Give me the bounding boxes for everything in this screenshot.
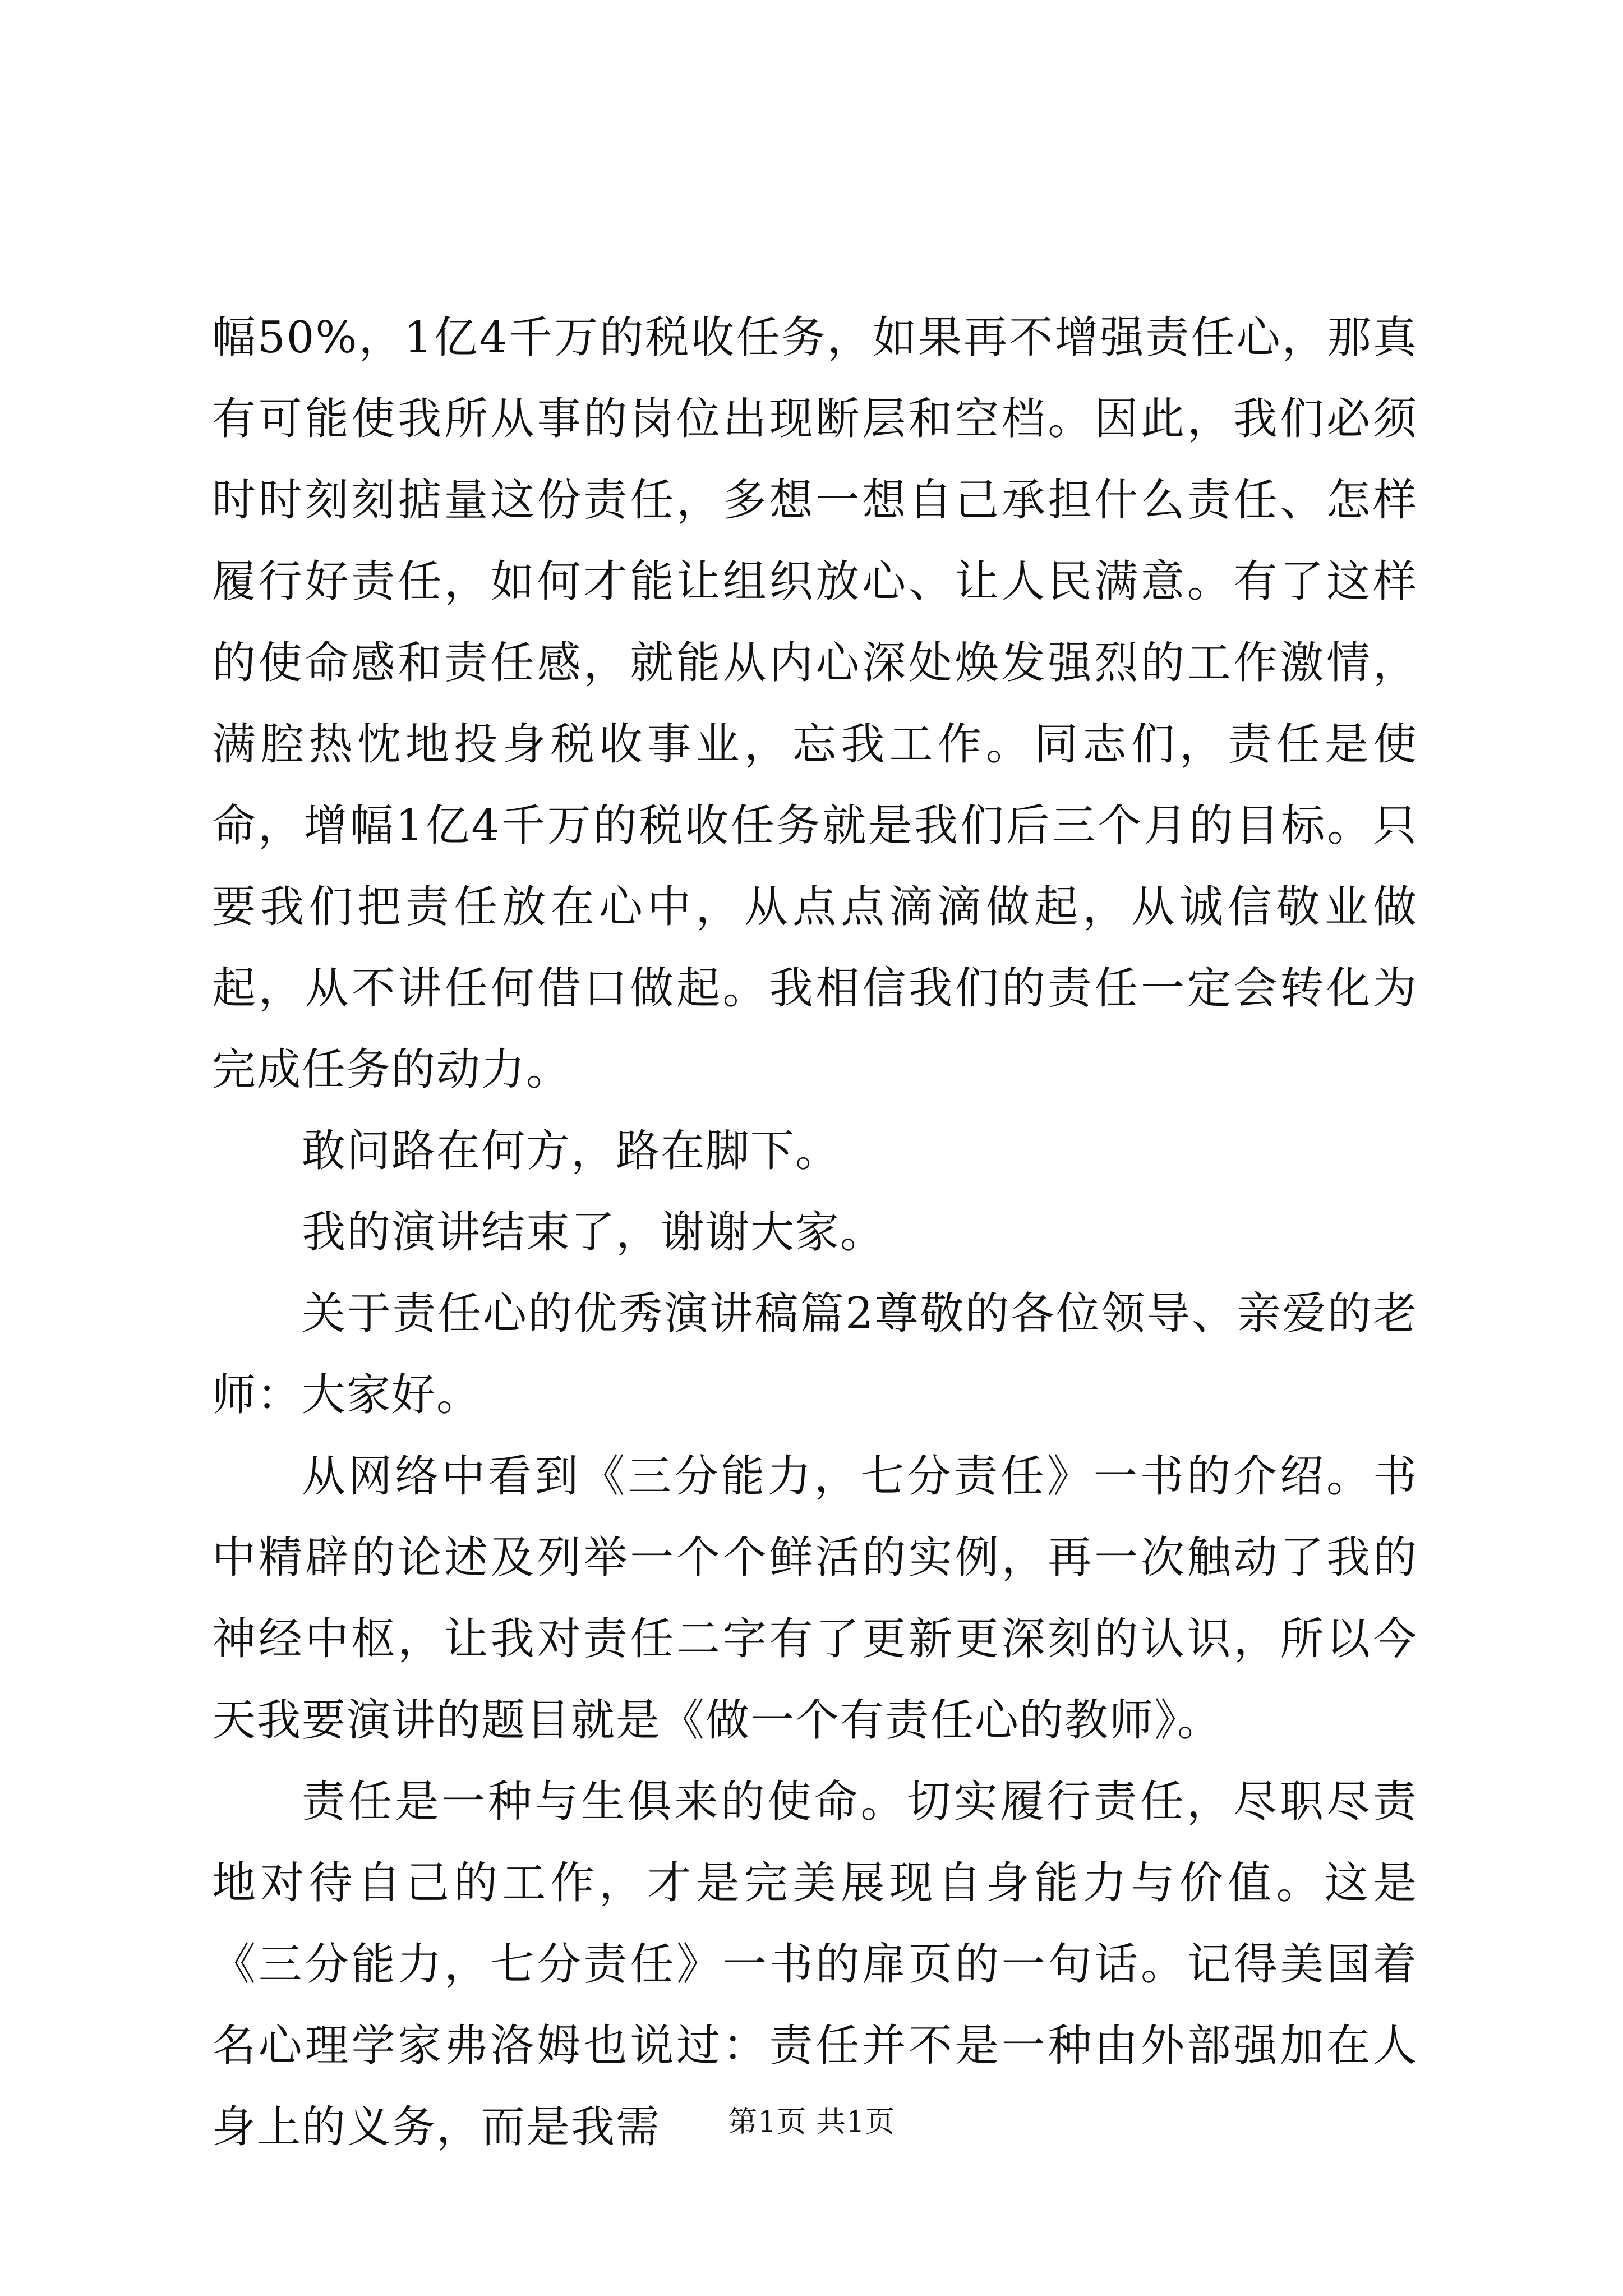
paragraph-question: 敢问路在何方，路在脚下。 xyxy=(302,1126,841,1176)
paragraph-book-intro: 从网络中看到《三分能力，七分责任》一书的介绍。书中精辟的论述及列举一个个鲜活的实例，再一次触动了我的神经中枢，让我对责任二字有了更新更深刻的认识，所以今天我要演讲的题目就是《做一个有责任心的教师》。 xyxy=(212,1451,1418,1746)
document-body xyxy=(212,297,1418,2168)
page-footer: 第1页 共1页 xyxy=(728,2105,895,2139)
paragraph-speech-2-heading: 关于责任心的优秀演讲稿篇2尊敬的各位领导、亲爱的老师：大家好。 xyxy=(212,1289,1418,1420)
paragraph-continuation: 幅50%，1亿4千万的税收任务，如果再不增强责任心，那真有可能使我所从事的岗位出现断层和空档。因此，我们必须时时刻刻掂量这份责任，多想一想自己承担什么责任、怎样履行好责任，如何才能让组织放心、让人民满意。有了这样的使命感和责任感，就能从内心深处焕发强烈的工作激情，满腔热忱地投身税收事业，忘我工作。同志们，责任是使命，增幅1亿4千万的税收任务就是我们后三个月的目标。只要我们把责任放在心中，从点点滴滴做起，从诚信敬业做起，从不讲任何借口做起。我相信我们的责任一定会转化为完成任务的动力。 xyxy=(212,312,1418,1095)
paragraph-responsibility-mission: 责任是一种与生俱来的使命。切实履行责任，尽职尽责地对待自己的工作，才是完美展现自身能力与价值。这是《三分能力，七分责任》一书的扉页的一句话。记得美国着名心理学家弗洛姆也说过：责任并不是一种由外部强加在人身上的义务，而是我需 xyxy=(212,1777,1418,2152)
paragraph-closing: 我的演讲结束了，谢谢大家。 xyxy=(302,1207,886,1258)
